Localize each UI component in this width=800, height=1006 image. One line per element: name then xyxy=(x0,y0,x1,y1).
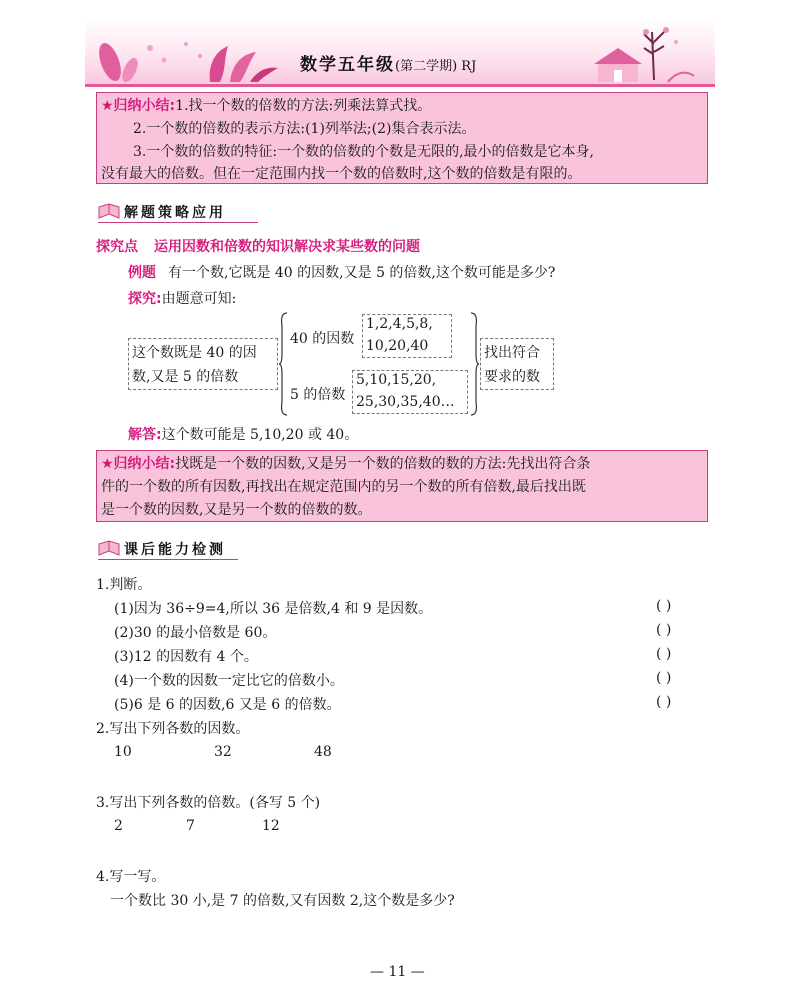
answer-text: 这个数可能是 5,10,20 或 40。 xyxy=(161,427,359,443)
q1-title: 1.判断。 xyxy=(96,577,152,593)
q3-number-1: 2 xyxy=(114,818,123,834)
example-line xyxy=(128,262,555,282)
answer-line xyxy=(128,424,358,444)
header-divider xyxy=(85,84,715,87)
diagram-result-line1: 找出符合 xyxy=(484,345,540,361)
q1-item-3: (3)12 的因数有 4 个。 xyxy=(114,649,258,665)
summary2-label: ★归纳小结: xyxy=(101,456,176,472)
summary1-line-2: 2.一个数的倍数的表示方法:(1)列举法;(2)集合表示法。 xyxy=(133,121,476,137)
diagram-factor-line2: 10,20,40 xyxy=(366,338,429,354)
q2-number-3: 48 xyxy=(314,744,332,760)
section2-underline xyxy=(98,559,238,560)
section-heading-practice: 课后能力检测 xyxy=(124,542,226,558)
section1-underline xyxy=(98,222,258,223)
diagram-multiple-line1: 5,10,15,20, xyxy=(356,372,437,388)
summary2-line-2: 件的一个数的所有因数,再找出在规定范围内的另一个数的所有倍数,最后找出既 xyxy=(101,479,586,495)
inquiry-text: 由题意可知: xyxy=(161,291,237,307)
q2-number-1: 10 xyxy=(114,744,132,760)
page-number: — 11 — xyxy=(370,964,425,980)
diagram-factor-label: 40 的因数 xyxy=(290,331,355,347)
example-label: 例题 xyxy=(128,265,156,281)
example-text: 有一个数,它既是 40 的因数,又是 5 的倍数,这个数可能是多少? xyxy=(168,265,556,281)
summary1-line-3: 3.一个数的倍数的特征:一个数的倍数的个数是无限的,最小的倍数是它本身, xyxy=(133,144,594,160)
inquiry-label: 探究: xyxy=(128,291,162,307)
diagram-result-line2: 要求的数 xyxy=(484,369,540,385)
q3-number-3: 12 xyxy=(262,818,280,834)
q1-item-4: (4)一个数的因数一定比它的倍数小。 xyxy=(114,673,344,689)
q2-number-2: 32 xyxy=(214,744,232,760)
right-brace-icon xyxy=(470,312,480,416)
q3-number-2: 7 xyxy=(186,818,195,834)
q1-answer-blank-5[interactable]: ( ) xyxy=(656,694,672,710)
summary-box-1 xyxy=(96,92,708,184)
diagram-multiple-line2: 25,30,35,40… xyxy=(356,394,455,410)
q3-title: 3.写出下列各数的倍数。(各写 5 个) xyxy=(96,795,321,811)
q2-title: 2.写出下列各数的因数。 xyxy=(96,721,250,737)
summary1-line-4: 没有最大的倍数。但在一定范围内找一个数的倍数时,这个数的倍数是有限的。 xyxy=(101,166,582,182)
header-title: 数学五年级(第二学期) RJ xyxy=(300,55,477,75)
q1-answer-blank-1[interactable]: ( ) xyxy=(656,598,672,614)
q1-item-1: (1)因为 36÷9=4,所以 36 是倍数,4 和 9 是因数。 xyxy=(114,601,433,617)
answer-label: 解答: xyxy=(128,427,162,443)
q1-answer-blank-4[interactable]: ( ) xyxy=(656,670,672,686)
header-subtitle: (第二学期) RJ xyxy=(395,59,477,74)
diagram-multiple-label: 5 的倍数 xyxy=(290,387,346,403)
flower-decoration-icon xyxy=(90,30,290,86)
q4-text: 一个数比 30 小,是 7 的倍数,又有因数 2,这个数是多少? xyxy=(110,893,455,909)
diagram-condition-line1: 这个数既是 40 的因 xyxy=(132,345,257,361)
summary1-line-1: ★归纳小结:1.找一个数的倍数的方法:列乘法算式找。 xyxy=(101,98,432,114)
q4-title: 4.写一写。 xyxy=(96,869,166,885)
left-brace-icon xyxy=(278,312,288,416)
explore-title: 运用因数和倍数的知识解决求某些数的问题 xyxy=(154,239,420,255)
q1-item-2: (2)30 的最小倍数是 60。 xyxy=(114,625,277,641)
q1-item-5: (5)6 是 6 的因数,6 又是 6 的倍数。 xyxy=(114,697,341,713)
summary1-label: ★归纳小结: xyxy=(101,98,176,114)
book-icon xyxy=(98,203,120,221)
section-heading-strategy: 解题策略应用 xyxy=(124,205,226,221)
explore-heading xyxy=(96,236,420,256)
q1-answer-blank-3[interactable]: ( ) xyxy=(656,646,672,662)
summary-box-2 xyxy=(96,450,708,522)
inquiry-line xyxy=(128,288,236,308)
diagram-factor-line1: 1,2,4,5,8, xyxy=(366,316,433,332)
house-decoration-icon xyxy=(590,20,712,84)
summary2-line-1: ★归纳小结:找既是一个数的因数,又是另一个数的倍数的数的方法:先找出符合条 xyxy=(101,456,591,472)
diagram-condition-line2: 数,又是 5 的倍数 xyxy=(132,369,239,385)
q1-answer-blank-2[interactable]: ( ) xyxy=(656,622,672,638)
book-icon xyxy=(98,540,120,558)
summary2-line-3: 是一个数的因数,又是另一个数的倍数的数。 xyxy=(101,502,372,518)
explore-label: 探究点 xyxy=(96,239,138,255)
